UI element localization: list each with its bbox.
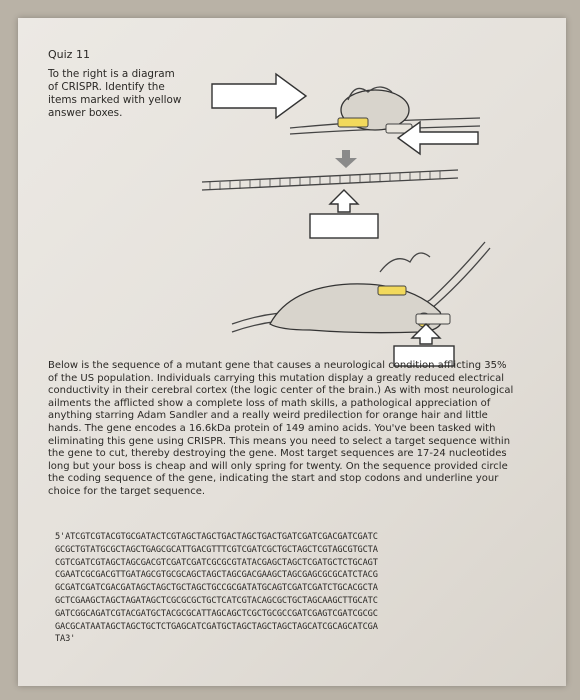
guide-rna-bottom [380, 253, 430, 272]
problem-description: Below is the sequence of a mutant gene that causes a neurological condition afflicting 35% of the US population. Individuals carrying this mutation display a greatly reduced electrical conductivity in their cerebral cortex (the logic center of the brain.) As with most neurological ailments the afflicted show a complete loss of math skills, a pathological appreciation of anything starring Adam Sandler and a really weird predilection for orange hair and little hands. The gene encodes a 16.6kDa protein of 149 amino acids. You've been tasked with eliminating this gene using CRISPR. This means you need to select a target sequence within the gene to cut, thereby destroying the gene. Most target sequences are 17-24 nucleotides long but your boss is cheap and will only spring for twenty. On the sequence provided circle the coding sequence of the gene, indicating the start and stop codons and underline your choice for the target sequence. [48, 360, 514, 497]
sequence-line: GCGATCGATCGACGATAGCTAGCTGCTAGCTGCCGCGATATGCAGTCGATCGATCTGCACGCTA [55, 583, 378, 594]
cas9-protein-bottom [270, 284, 442, 333]
highlight-bottom-rna [378, 286, 406, 295]
intro-text: To the right is a diagram of CRISPR. Identify the items marked with yellow answer boxes. [48, 68, 182, 119]
sequence-line: CGTCGATCGTAGCTAGCGACGTCGATCGATCGCGCGTATACGAGCTAGCTCGATGCTCTGCAGT [55, 557, 378, 568]
sequence-line: GCTCGAAGCTAGCTAGATAGCTCGCGCGCTGCTCATCGTACAGCGCTGCTAGCAAGCTTGCATC [55, 595, 378, 606]
quiz-title: Quiz 11 [48, 48, 90, 61]
sequence-line: GACGCATAATAGCTAGCTGCTCTGAGCATCGATGCTAGCTAGCTAGCTAGCATCGCAGCATCGA [55, 621, 378, 632]
sequence-line: CGAATCGCGACGTTGATAGCGTGCGCAGCTAGCTAGCGACGAAGCTAGCGAGCGCGCATCTACG [55, 570, 378, 581]
pam-bottom [416, 314, 450, 324]
sequence-line: GCGCTGTATGCGCTAGCTGAGCGCATTGACGTTTCGTCGATCGCTGCTAGCTCGTAGCGTGCTA [55, 544, 378, 555]
answer-box-cut-site[interactable] [310, 190, 378, 238]
sequence-line: 5'ATCGTCGTACGTGCGATACTCGTAGCTAGCTGACTAGCTGACTGATCGATCGACGATCGATC [55, 532, 378, 542]
down-arrow-icon [335, 150, 357, 168]
sequence-line: TA3' [55, 634, 76, 645]
highlight-top-rna [338, 118, 368, 127]
answer-box-guide-rna[interactable] [212, 74, 306, 118]
crispr-diagram [180, 62, 500, 372]
sequence-line: GATCGGCAGATCGTACGATGCTACGCGCATTAGCAGCTCGCTGCGCCGATCGAGTCGATCGCGC [55, 608, 378, 619]
dna-sequence [55, 531, 525, 646]
